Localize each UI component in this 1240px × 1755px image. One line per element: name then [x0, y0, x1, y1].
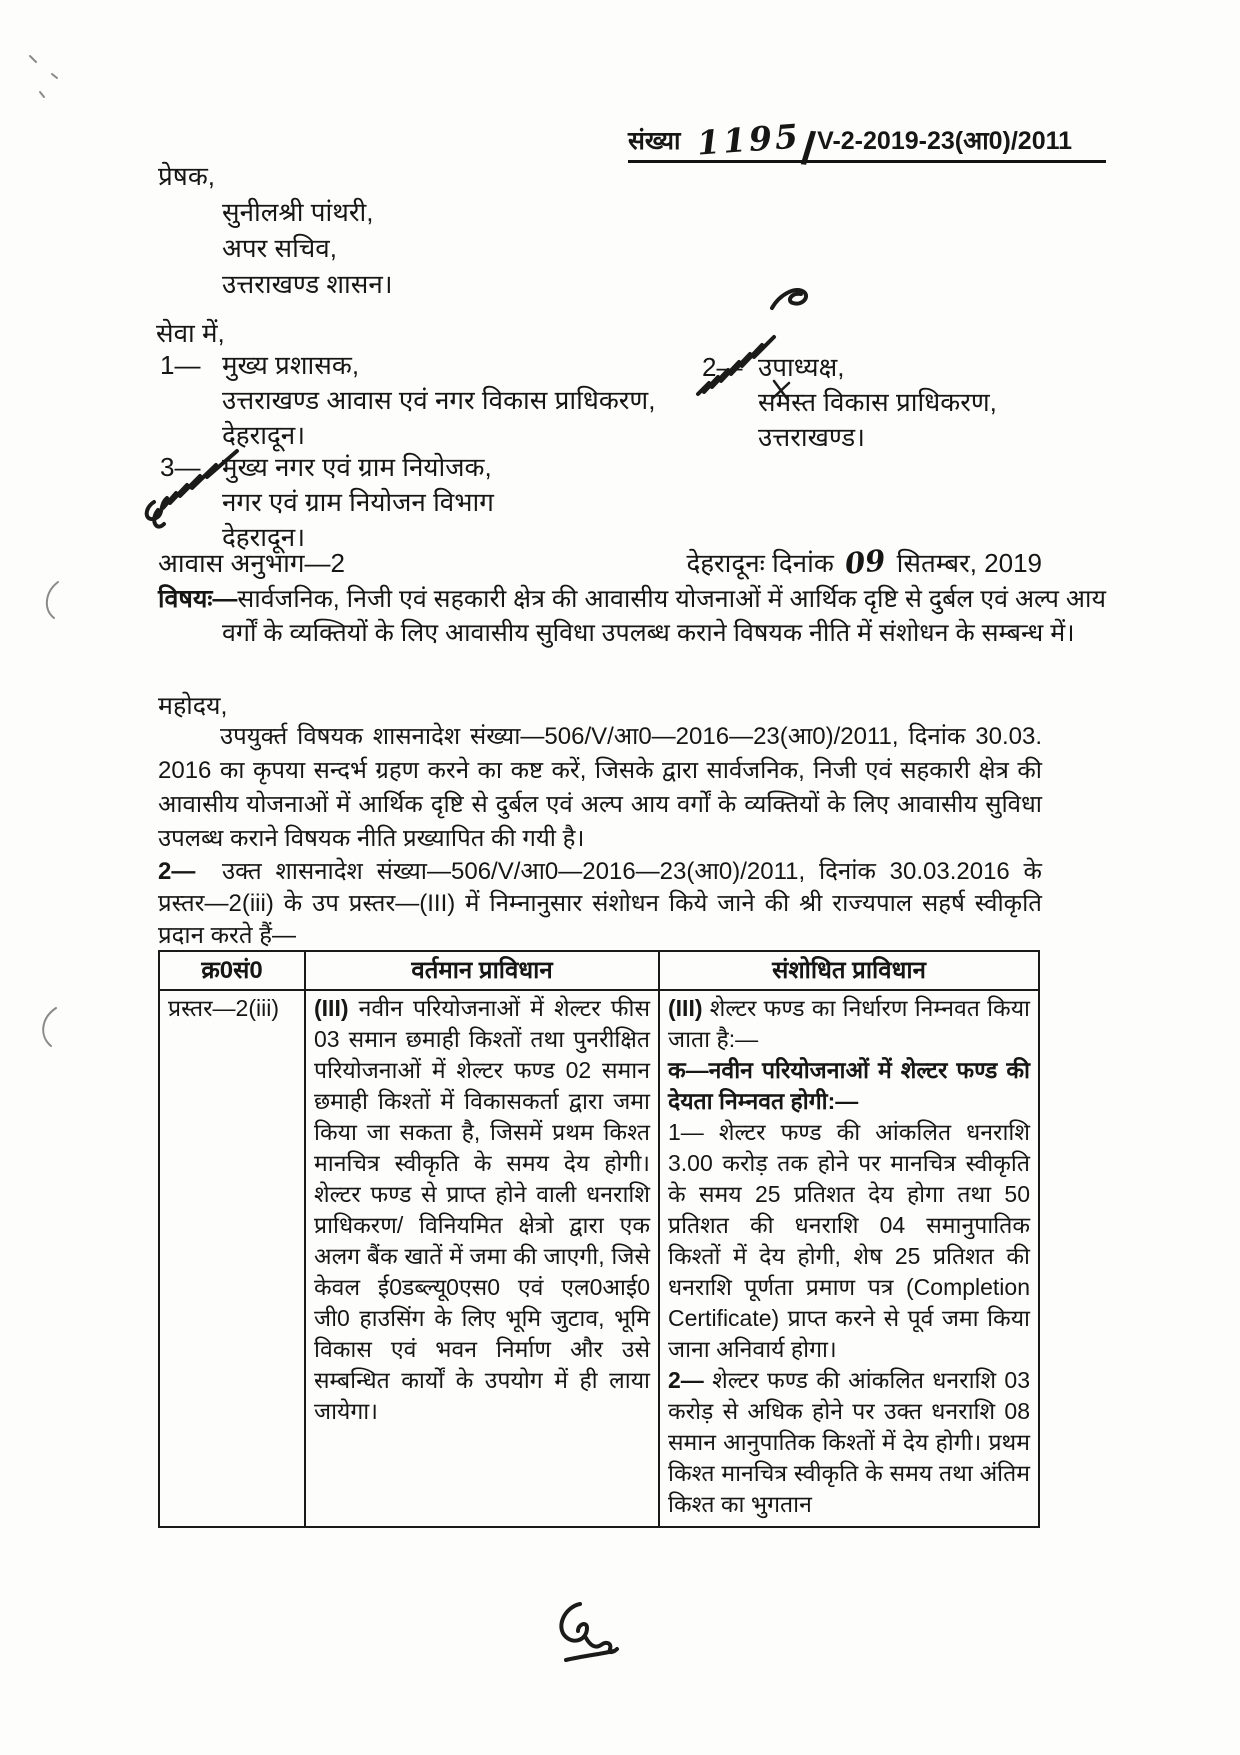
revised-item1-text: शेल्टर फण्ड की आंकलित धनराशि 3.00 करोड़ तक होने पर मानचित्र स्वीकृति के समय 25 प्रतिशत देय होगा तथा 50 प्रतिशत की धनराशि 04 समानुपातिक किश्तों में देय होगी, शेष 25 प्रतिशत की धनराशि पूर्णता प्रमाण पत्र (Completion Certificate) प्राप्त करने से पूर्व जमा किया जाना अनिवार्य होगा। [668, 1119, 1031, 1362]
table-header-row [159, 951, 1039, 990]
revised-item2-number: 2— [668, 1367, 704, 1393]
current-text: नवीन परियोजनाओं में शेल्टर फीस 03 समान छमाही किश्तों तथा पुनरीक्षित परियोजनाओं में शेल्टर फण्ड 02 समान छमाही किश्तों में विकासकर्ता द्वारा जमा किया जा सकता है, जिसमें प्रथम किश्त मानचित्र स्वीकृति के समय देय होगी। शेल्टर फण्ड से प्राप्त होने वाली धनराशि प्राधिकरण/ विनियमित क्षेत्रो द्वारा एक अलग बैंक खातें में जमा की जाएगी, जिसे केवल ई0डब्ल्यू0एस0 एवं एल0आई0 जी0 हाउसिंग के लिए भूमि जुटाव, भूमि विकास एवं भवन निर्माण और उसे सम्बन्धित कार्यों के उपयोग में ही लाया जायेगा। [314, 995, 650, 1424]
paragraph-2 [158, 856, 1042, 952]
subject-label: विषयः— [158, 585, 238, 613]
sender-org: उत्तराखण्ड शासन। [222, 269, 393, 299]
cell-current-provision [305, 990, 659, 1527]
date-suffix: सितम्बर, 2019 [896, 548, 1042, 578]
place-date-line [686, 544, 1042, 580]
scan-artifact-curl-2 [28, 1004, 62, 1050]
recipient-3-line2: नगर एवं ग्राम नियोजन विभाग [222, 487, 494, 517]
recipient-2-number: 2— [702, 352, 743, 382]
sender-title: अपर सचिव, [222, 233, 337, 263]
scan-artifact-curl-1 [34, 578, 64, 622]
header-current-provision: वर्तमान प्राविधान [305, 951, 659, 990]
recipient-1-number: 1— [160, 350, 201, 380]
date-handwritten-day: 09 [843, 542, 888, 582]
ref-printed-number: V-2-2019-23(आ0)/2011 [817, 127, 1073, 155]
x-mark [770, 378, 794, 404]
subject-block [158, 582, 1106, 650]
section-date-row [158, 544, 1042, 580]
cell-serial [159, 990, 305, 1527]
header-serial-number: क्र0सं0 [159, 951, 305, 990]
recipient-1-line2: उत्तराखण्ड आवास एवं नगर विकास प्राधिकरण, [222, 385, 656, 415]
serial-value: प्रस्तर—2(iii) [168, 995, 279, 1021]
scan-artifact-corner [22, 48, 82, 108]
section-name: आवास अनुभाग—2 [158, 548, 345, 578]
recipient-2-line2: समस्त विकास प्राधिकरण, [758, 387, 997, 417]
subject-text: सार्वजनिक, निजी एवं सहकारी क्षेत्र की आवासीय योजनाओं में आर्थिक दृष्टि से दुर्बल एवं अल्प आय वर्गों के व्यक्तियों के लिए आवासीय सुविधा उपलब्ध कराने विषयक नीति में संशोधन के सम्बन्ध में। [222, 585, 1106, 647]
recipient-3-number: 3— [160, 452, 201, 482]
recipient-1-line1: मुख्य प्रशासक, [222, 350, 360, 380]
revised-intro: शेल्टर फण्ड का निर्धारण निम्नवत किया जाता है:— [668, 995, 1031, 1052]
bottom-initial-mark [542, 1596, 638, 1670]
revised-marker: (III) [668, 995, 703, 1021]
date-prefix: देहरादूनः दिनांक [686, 548, 834, 578]
recipient-2-line3: उत्तराखण्ड। [758, 422, 865, 452]
reference-number-line [628, 116, 1106, 175]
recipient-3-line1: मुख्य नगर एवं ग्राम नियोजक, [222, 452, 492, 482]
to-label: सेवा में, [156, 318, 225, 348]
header-revised-provision: संशोधित प्राविधान [659, 951, 1039, 990]
paragraph-2-number: 2— [158, 858, 196, 885]
paragraph-1: उपयुर्क्त विषयक शासनादेश संख्या—506/V/आ0—2016—23(आ0)/2011, दिनांक 30.03. 2016 का कृपया सन्दर्भ ग्रहण करने का कष्ट करें, जिसके द्वारा सार्वजनिक, निजी एवं सहकारी क्षेत्र की आवासीय योजनाओं में आर्थिक दृष्टि से दुर्बल एवं अल्प आय वर्गों के व्यक्तियों के लिए आवासीय सुविधा उपलब्ध कराने विषयक नीति प्रख्यापित की गयी है। [158, 723, 1042, 852]
ref-label: संख्या [628, 127, 681, 155]
sender-name: सुनीलश्री पांथरी, [222, 197, 374, 227]
amendment-table [158, 950, 1040, 1528]
ref-handwritten-slash: / [799, 121, 818, 175]
salutation: महोदय, [158, 692, 228, 720]
revised-item2-text: शेल्टर फण्ड की आंकलित धनराशि 03 करोड़ से अधिक होने पर उक्त धनराशि 08 समान आनुपातिक किश्तों में देय होगी। प्रथम किश्त मानचित्र स्वीकृति के समय तथा अंतिम किश्त का भुगतान [668, 1367, 1030, 1517]
revised-item1-number: 1— [668, 1119, 704, 1145]
paragraph-2-text: उक्त शासनादेश संख्या—506/V/आ0—2016—23(आ0)/2011, दिनांक 30.03.2016 के प्रस्तर—2(iii) के उप प्रस्तर—(III) में निम्नानुसार संशोधन किये जाने की श्री राज्यपाल सहर्ष स्वीकृति प्रदान करते हैं— [158, 858, 1042, 949]
ref-handwritten-number: 1195 [695, 116, 802, 163]
revised-heading: क—नवीन परियोजनाओं में शेल्टर फण्ड की देयता निम्नवत होगी:— [668, 1057, 1030, 1114]
current-marker: (III) [314, 995, 349, 1021]
recipient-3-line3: देहरादून। [222, 522, 306, 552]
sender-block [158, 158, 393, 302]
recipient-2-line1: उपाध्यक्ष, [758, 352, 845, 382]
sender-label: प्रेषक, [158, 161, 216, 191]
table-row [159, 990, 1039, 1527]
recipient-1-line3: देहरादून। [222, 420, 306, 450]
cell-revised-provision [659, 990, 1039, 1527]
tick-scribble-over-3 [136, 436, 292, 536]
signature-scribble-over-2 [688, 262, 814, 404]
